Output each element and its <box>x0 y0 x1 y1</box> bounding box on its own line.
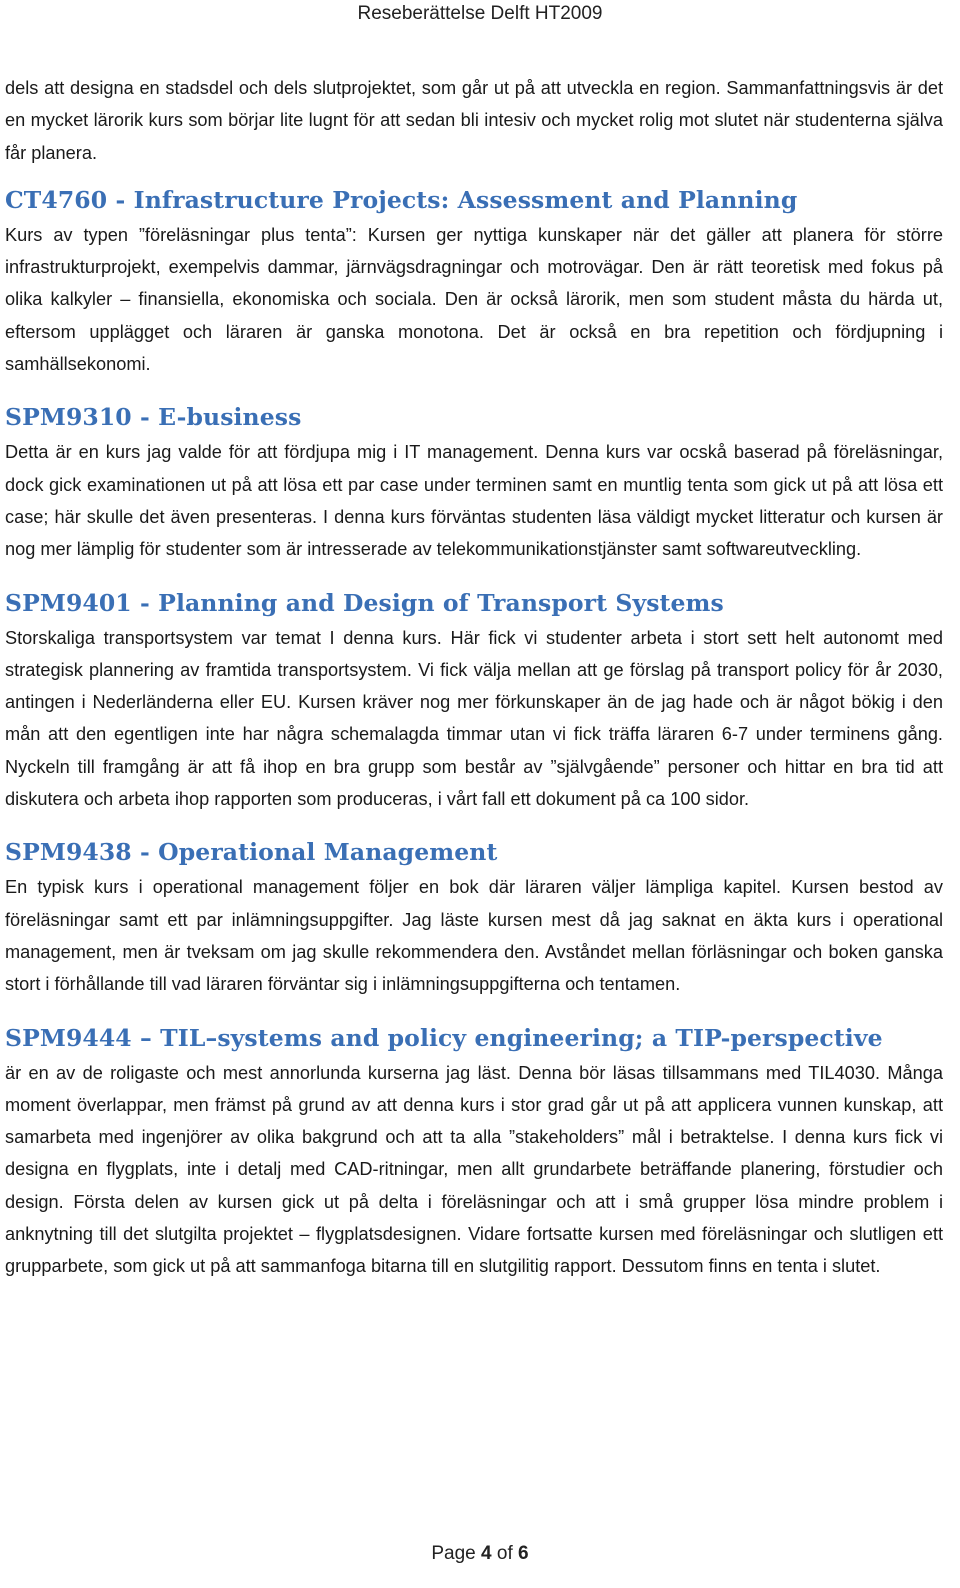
section-heading-spm9401: SPM9401 - Planning and Design of Transport Systems <box>5 588 724 617</box>
page-label: Page <box>431 1543 476 1564</box>
page-of-label: of <box>496 1543 513 1564</box>
page-footer <box>0 1540 960 1568</box>
section-heading-spm9310: SPM9310 - E-business <box>5 403 302 432</box>
document-body <box>5 72 943 1283</box>
section-paragraph-ct4760: Kurs av typen ”föreläsningar plus tenta”: Kursen ger nyttiga kunskaper när det gäller att planera för större infrastrukturprojekt, exempelvis dammar, järnvägsdragningar och motrovägar. Den är rätt teoretisk med fokus på olika kalkyler – finansiella, ekonomiska och sociala. Den är också lärorik, men som student måsta du härda ut, eftersom upplägget och läraren är ganska monotona. Det är också en bra repetition och fördjupning i samhällsekonomi. <box>5 224 943 375</box>
page-header <box>0 2 960 26</box>
section-paragraph-spm9438: En typisk kurs i operational management följer en bok där läraren väljer lämpliga kapitel. Kursen bestod av föreläsningar samt ett par inlämningsuppgifter. Jag läste kursen mest då jag saknat en äkta kurs i operational management, men är tveksam om jag skulle rekommendera den. Avståndet mellan förläsningar och boken ganska stort i förhållande till vad läraren förväntar sig i inlämningsuppgifterna och tentamen. <box>5 877 943 995</box>
document-title: Reseberättelse Delft HT2009 <box>357 3 603 24</box>
section-heading-ct4760: CT4760 - Infrastructure Projects: Assessment and Planning <box>5 185 798 214</box>
section-paragraph-spm9401: Storskaliga transportsystem var temat I denna kurs. Här fick vi studenter arbeta i stort sett helt autonomt med strategisk plannering av framtida transportsystem. Vi fick välja mellan att ge förslag på transport policy för år 2030, antingen i Nederländerna eller EU. Kursen kräver nog mer förkunskaper än de jag hade och är något bökig i den mån att den egentligen inte har några schemalagda timmar utan vi fick träffa läraren 6-7 under terminens gång. Nyckeln till framgång är att få ihop en bra grupp som består av ”självgående” personer och hittar en bra tid att diskutera och arbeta ihop rapporten som produceras, i vårt fall ett dokument på ca 100 sidor. <box>5 627 943 810</box>
current-page-number: 4 <box>481 1543 492 1564</box>
intro-paragraph: dels att designa en stadsdel och dels slutprojektet, som går ut på att utveckla en region. Sammanfattningsvis är det en mycket lärorik kurs som börjar lite lugnt för att sedan bli intesiv och mycket rolig mot slutet när studenterna själva får planera. <box>5 78 943 163</box>
section-heading-spm9444: SPM9444 – TIL–systems and policy engineering; a TIP-perspective <box>5 1023 883 1052</box>
section-heading-spm9438: SPM9438 - Operational Management <box>5 838 498 867</box>
total-pages-number: 6 <box>518 1543 529 1564</box>
section-paragraph-spm9444: är en av de roligaste och mest annorlunda kurserna jag läst. Denna bör läsas tillsammans med TIL4030. Många moment överlappar, men främst på grund av att denna kurs i stor grad går ut på att applicera vunnen kunskap, att samarbeta med ingenjörer av olika bakgrund och att ta alla ”stakeholders” mål i betraktelse. I denna kurs fick vi designa en flygplats, inte i detalj med CAD-ritningar, men allt grundarbete beträffande planering, förstudier och design. Första delen av kursen gick ut på delta i föreläsningar och att i små grupper lösa mindre problem i anknytning till det slutgilta projektet – flygplatsdesignen. Vidare fortsatte kursen med föreläsningar och slutligen ett grupparbete, som gick ut på att sammanfoga bitarna till en slutgilitig rapport. Dessutom finns en tenta i slutet. <box>5 1062 943 1277</box>
section-paragraph-spm9310: Detta är en kurs jag valde för att fördjupa mig i IT management. Denna kurs var ocskå baserad på föreläsningar, dock gick examinationen ut på att lösa ett par case under terminen samt en muntlig tenta som gick ut på att lösa ett case; här skulle det även presenteras. I denna kurs förväntas studenten läsa väldigt mycket litteratur och kursen är nog mer lämplig för studenter som är intresserade av telekommunikationstjänster samt softwareutveckling. <box>5 442 943 560</box>
